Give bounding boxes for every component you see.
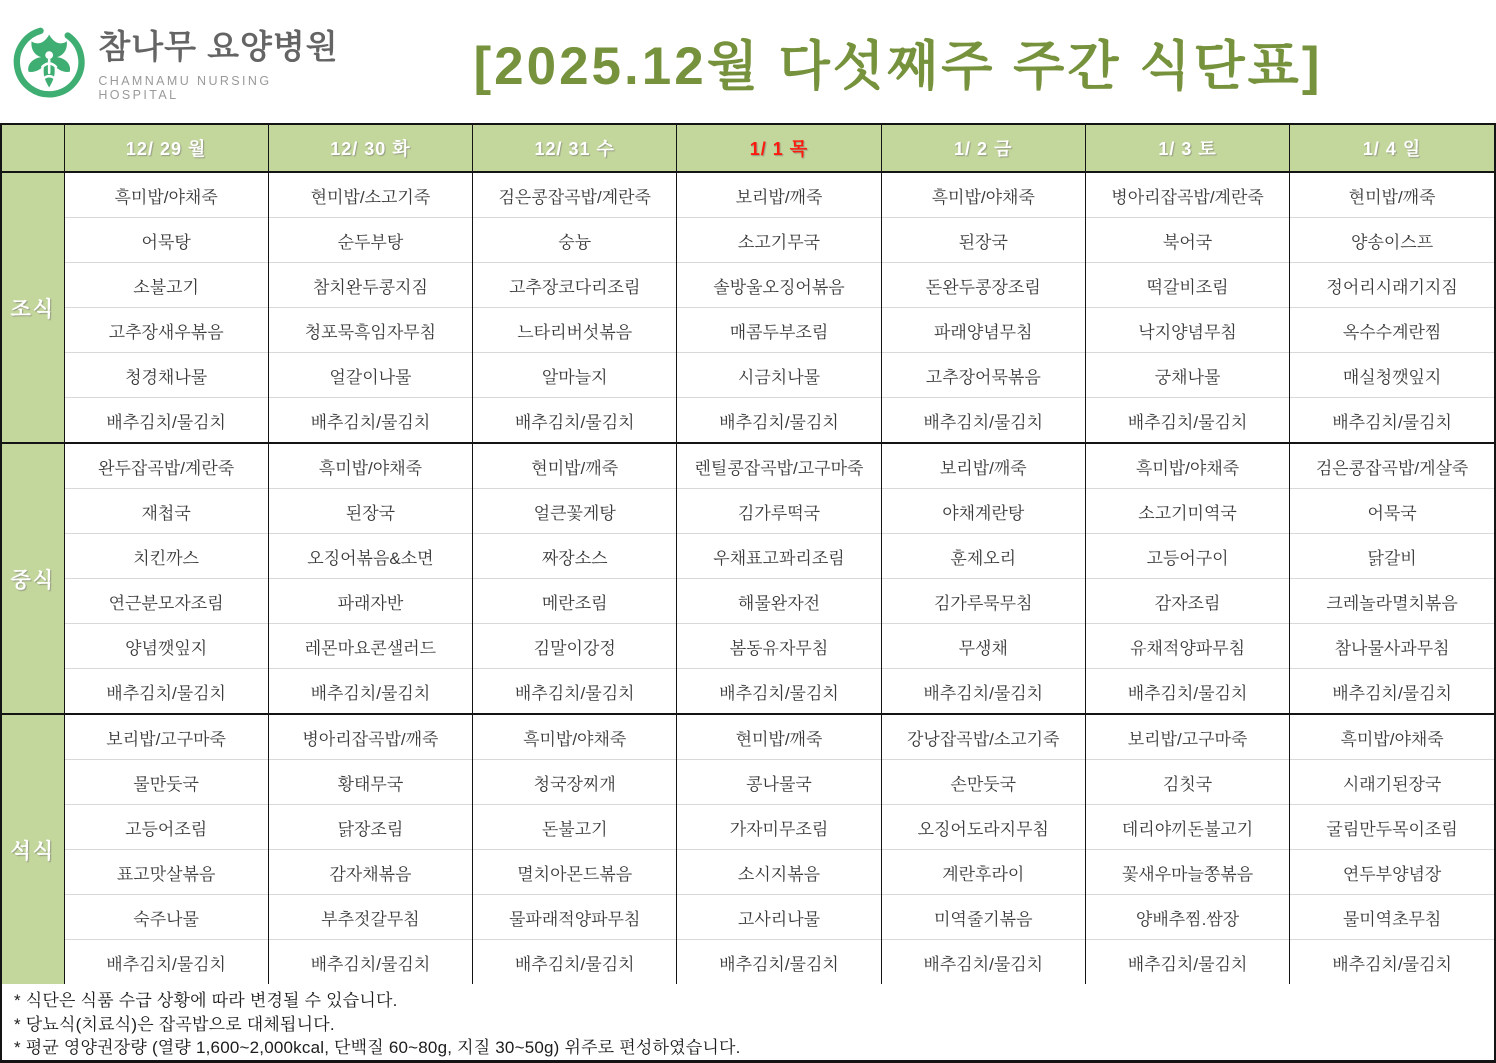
menu-cell: 감자조림	[1085, 579, 1289, 624]
hospital-subtitle: CHAMNAMU NURSING HOSPITAL	[98, 74, 272, 102]
menu-row	[2, 172, 1494, 218]
menu-cell: 현미밥/깨죽	[677, 714, 881, 760]
menu-cell: 어묵국	[1290, 489, 1494, 534]
menu-cell: 소시지볶음	[677, 850, 881, 895]
menu-cell: 현미밥/깨죽	[473, 443, 677, 489]
menu-cell: 꽃새우마늘쫑볶음	[1085, 850, 1289, 895]
menu-cell: 양송이스프	[1290, 218, 1494, 263]
menu-cell: 배추김치/물김치	[473, 669, 677, 715]
menu-cell: 배추김치/물김치	[268, 669, 472, 715]
menu-cell: 검은콩잡곡밥/게살죽	[1290, 443, 1494, 489]
menu-cell: 미역줄기볶음	[881, 895, 1085, 940]
menu-row	[2, 624, 1494, 669]
hospital-name-block	[98, 21, 340, 102]
menu-cell: 배추김치/물김치	[1290, 398, 1494, 444]
menu-cell: 야채계란탕	[881, 489, 1085, 534]
menu-cell: 오징어볶음&소면	[268, 534, 472, 579]
menu-cell: 배추김치/물김치	[881, 669, 1085, 715]
menu-cell: 표고맛살볶음	[64, 850, 268, 895]
menu-cell: 가자미무조림	[677, 805, 881, 850]
menu-row	[2, 714, 1494, 760]
menu-cell: 렌틸콩잡곡밥/고구마죽	[677, 443, 881, 489]
menu-cell: 고등어조림	[64, 805, 268, 850]
menu-cell: 흑미밥/야채죽	[881, 172, 1085, 218]
menu-cell: 흑미밥/야채죽	[268, 443, 472, 489]
note-line: * 당뇨식(치료식)은 잡곡밥으로 대체됩니다.	[14, 1014, 335, 1034]
menu-cell: 양념깻잎지	[64, 624, 268, 669]
menu-cell: 돈완두콩장조림	[881, 263, 1085, 308]
menu-cell: 참치완두콩지짐	[268, 263, 472, 308]
menu-cell: 닭갈비	[1290, 534, 1494, 579]
menu-cell: 콩나물국	[677, 760, 881, 805]
menu-row	[2, 579, 1494, 624]
menu-row	[2, 263, 1494, 308]
menu-cell: 배추김치/물김치	[473, 398, 677, 444]
menu-cell: 검은콩잡곡밥/계란죽	[473, 172, 677, 218]
menu-cell: 현미밥/소고기죽	[268, 172, 472, 218]
menu-cell: 고추장코다리조림	[473, 263, 677, 308]
menu-cell: 흑미밥/야채죽	[1085, 443, 1289, 489]
meal-plan-table	[2, 125, 1494, 984]
menu-cell: 크레놀라멸치볶음	[1290, 579, 1494, 624]
menu-cell: 레몬마요콘샐러드	[268, 624, 472, 669]
table-corner-cell	[2, 125, 64, 172]
day-header: 12/ 29 월	[64, 125, 268, 172]
menu-cell: 짜장소스	[473, 534, 677, 579]
menu-cell: 정어리시래기지짐	[1290, 263, 1494, 308]
menu-cell: 배추김치/물김치	[881, 398, 1085, 444]
menu-cell: 물미역초무침	[1290, 895, 1494, 940]
table-header	[2, 125, 1494, 172]
menu-cell: 훈제오리	[881, 534, 1085, 579]
menu-cell: 보리밥/고구마죽	[64, 714, 268, 760]
menu-cell: 고등어구이	[1085, 534, 1289, 579]
menu-cell: 김말이강정	[473, 624, 677, 669]
menu-row	[2, 895, 1494, 940]
menu-cell: 배추김치/물김치	[1290, 940, 1494, 985]
menu-cell: 감자채볶음	[268, 850, 472, 895]
menu-cell: 고추장어묵볶음	[881, 353, 1085, 398]
menu-cell: 굴림만두목이조림	[1290, 805, 1494, 850]
menu-cell: 된장국	[881, 218, 1085, 263]
menu-cell: 배추김치/물김치	[64, 669, 268, 715]
menu-cell: 시래기된장국	[1290, 760, 1494, 805]
menu-cell: 느타리버섯볶음	[473, 308, 677, 353]
menu-cell: 흑미밥/야채죽	[1290, 714, 1494, 760]
menu-cell: 배추김치/물김치	[473, 940, 677, 985]
menu-row	[2, 760, 1494, 805]
menu-cell: 소불고기	[64, 263, 268, 308]
menu-cell: 배추김치/물김치	[677, 940, 881, 985]
menu-row	[2, 218, 1494, 263]
menu-row	[2, 443, 1494, 489]
menu-cell: 배추김치/물김치	[677, 398, 881, 444]
hospital-name: 참나무 요양병원	[98, 28, 339, 65]
meal-section-label: 조식	[2, 172, 64, 443]
meal-section	[2, 172, 1494, 443]
day-header: 12/ 30 화	[268, 125, 472, 172]
menu-row	[2, 398, 1494, 444]
meal-section	[2, 443, 1494, 714]
day-header: 1/ 4 일	[1290, 125, 1494, 172]
menu-cell: 흑미밥/야채죽	[473, 714, 677, 760]
menu-cell: 얼큰꽃게탕	[473, 489, 677, 534]
menu-cell: 김칫국	[1085, 760, 1289, 805]
menu-cell: 연두부양념장	[1290, 850, 1494, 895]
menu-cell: 낙지양념무침	[1085, 308, 1289, 353]
menu-cell: 현미밥/깨죽	[1290, 172, 1494, 218]
menu-cell: 떡갈비조림	[1085, 263, 1289, 308]
meal-plan-sheet	[0, 123, 1496, 1063]
menu-cell: 배추김치/물김치	[677, 669, 881, 715]
hospital-brand	[10, 20, 340, 104]
menu-cell: 배추김치/물김치	[64, 940, 268, 985]
menu-cell: 흑미밥/야채죽	[64, 172, 268, 218]
menu-row	[2, 353, 1494, 398]
menu-cell: 데리야끼돈불고기	[1085, 805, 1289, 850]
menu-cell: 된장국	[268, 489, 472, 534]
day-header: 1/ 3 토	[1085, 125, 1289, 172]
menu-cell: 고추장새우볶음	[64, 308, 268, 353]
menu-cell: 보리밥/깨죽	[677, 172, 881, 218]
menu-row	[2, 669, 1494, 715]
menu-cell: 보리밥/깨죽	[881, 443, 1085, 489]
menu-cell: 파래자반	[268, 579, 472, 624]
menu-cell: 보리밥/고구마죽	[1085, 714, 1289, 760]
menu-row	[2, 489, 1494, 534]
menu-cell: 손만둣국	[881, 760, 1085, 805]
hospital-logo-icon	[10, 20, 88, 104]
menu-cell: 병아리잡곡밥/깨죽	[268, 714, 472, 760]
menu-cell: 물파래적양파무침	[473, 895, 677, 940]
menu-cell: 김가루떡국	[677, 489, 881, 534]
menu-cell: 배추김치/물김치	[268, 940, 472, 985]
menu-cell: 해물완자전	[677, 579, 881, 624]
meal-section-label: 석식	[2, 714, 64, 984]
menu-cell: 배추김치/물김치	[1085, 669, 1289, 715]
menu-cell: 유채적양파무침	[1085, 624, 1289, 669]
menu-cell: 솔방울오징어볶음	[677, 263, 881, 308]
menu-cell: 돈불고기	[473, 805, 677, 850]
menu-cell: 청국장찌개	[473, 760, 677, 805]
menu-cell: 메란조림	[473, 579, 677, 624]
menu-cell: 배추김치/물김치	[881, 940, 1085, 985]
menu-cell: 배추김치/물김치	[64, 398, 268, 444]
menu-cell: 매실청깻잎지	[1290, 353, 1494, 398]
menu-cell: 알마늘지	[473, 353, 677, 398]
menu-row	[2, 805, 1494, 850]
day-header-row	[2, 125, 1494, 172]
footer-notes	[2, 984, 1494, 1060]
menu-cell: 소고기무국	[677, 218, 881, 263]
menu-cell: 강낭잡곡밥/소고기죽	[881, 714, 1085, 760]
menu-cell: 완두잡곡밥/계란죽	[64, 443, 268, 489]
menu-cell: 우채표고꽈리조림	[677, 534, 881, 579]
menu-cell: 물만둣국	[64, 760, 268, 805]
menu-cell: 고사리나물	[677, 895, 881, 940]
menu-cell: 치킨까스	[64, 534, 268, 579]
menu-cell: 양배추찜.쌈장	[1085, 895, 1289, 940]
menu-cell: 얼갈이나물	[268, 353, 472, 398]
menu-cell: 연근분모자조림	[64, 579, 268, 624]
menu-cell: 매콤두부조림	[677, 308, 881, 353]
menu-cell: 궁채나물	[1085, 353, 1289, 398]
menu-cell: 병아리잡곡밥/계란죽	[1085, 172, 1289, 218]
day-header: 1/ 1 목	[677, 125, 881, 172]
menu-cell: 배추김치/물김치	[268, 398, 472, 444]
page-header	[0, 0, 1496, 123]
menu-cell: 배추김치/물김치	[1085, 398, 1289, 444]
menu-cell: 배추김치/물김치	[1085, 940, 1289, 985]
page-title: [2025.12월 다섯째주 주간 식단표]	[473, 36, 1323, 96]
menu-cell: 봄동유자무침	[677, 624, 881, 669]
day-header: 1/ 2 금	[881, 125, 1085, 172]
menu-row	[2, 850, 1494, 895]
menu-cell: 황태무국	[268, 760, 472, 805]
menu-cell: 청포묵흑임자무침	[268, 308, 472, 353]
menu-row	[2, 534, 1494, 579]
menu-row	[2, 308, 1494, 353]
menu-cell: 숙주나물	[64, 895, 268, 940]
note-line: * 식단은 식품 수급 상황에 따라 변경될 수 있습니다.	[14, 991, 398, 1010]
menu-cell: 계란후라이	[881, 850, 1085, 895]
menu-row	[2, 940, 1494, 985]
note-line: * 평균 영양권장량 (열량 1,600~2,000kcal, 단백질 60~80g, 지질 30~50g) 위주로 편성하였습니다.	[14, 1038, 741, 1057]
meal-section	[2, 714, 1494, 984]
menu-cell: 순두부탕	[268, 218, 472, 263]
menu-cell: 재첩국	[64, 489, 268, 534]
day-header: 12/ 31 수	[473, 125, 677, 172]
menu-cell: 숭늉	[473, 218, 677, 263]
menu-cell: 배추김치/물김치	[1290, 669, 1494, 715]
menu-cell: 부추젓갈무침	[268, 895, 472, 940]
menu-cell: 파래양념무침	[881, 308, 1085, 353]
menu-cell: 소고기미역국	[1085, 489, 1289, 534]
meal-section-label: 중식	[2, 443, 64, 714]
menu-cell: 어묵탕	[64, 218, 268, 263]
menu-cell: 김가루묵무침	[881, 579, 1085, 624]
menu-cell: 닭장조림	[268, 805, 472, 850]
menu-cell: 멸치아몬드볶음	[473, 850, 677, 895]
menu-cell: 오징어도라지무침	[881, 805, 1085, 850]
menu-cell: 참나물사과무침	[1290, 624, 1494, 669]
menu-cell: 무생채	[881, 624, 1085, 669]
menu-cell: 시금치나물	[677, 353, 881, 398]
menu-cell: 청경채나물	[64, 353, 268, 398]
menu-cell: 옥수수계란찜	[1290, 308, 1494, 353]
menu-cell: 북어국	[1085, 218, 1289, 263]
